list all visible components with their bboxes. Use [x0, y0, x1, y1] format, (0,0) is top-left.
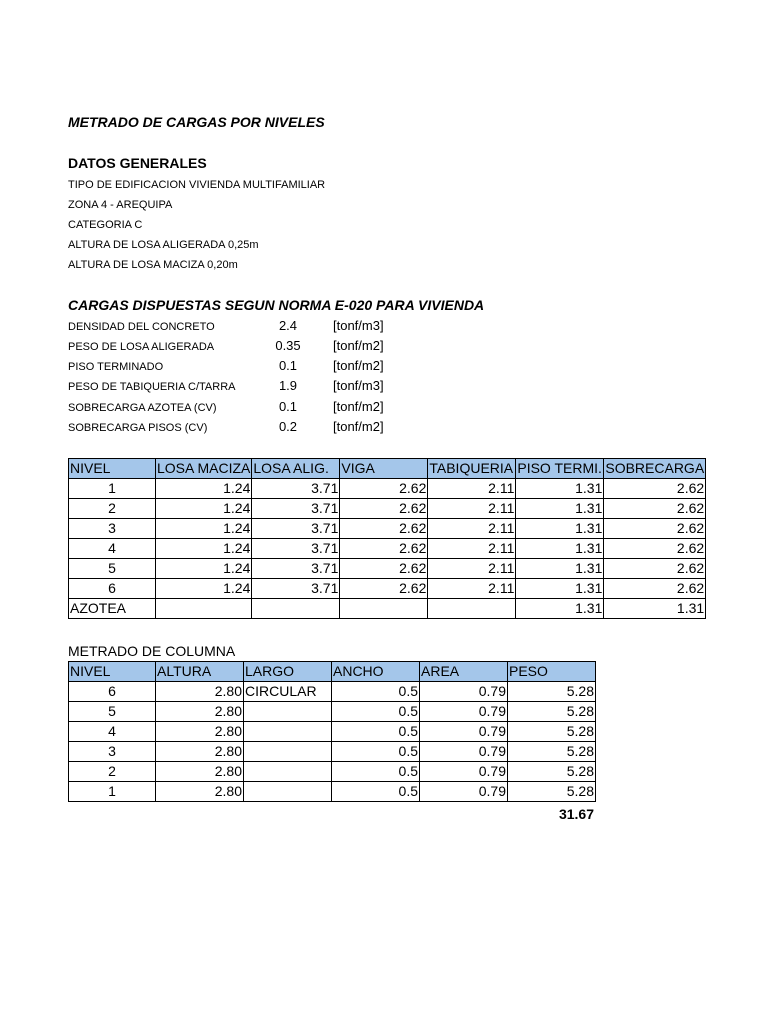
- carga-value: 0.1: [278, 399, 298, 414]
- column-header: NIVEL: [69, 662, 156, 682]
- value-cell: 2.62: [340, 579, 428, 599]
- value-cell: 3.71: [252, 539, 340, 559]
- value-cell: [156, 599, 252, 619]
- value-cell: 2.62: [340, 559, 428, 579]
- value-cell: 1.24: [156, 519, 252, 539]
- value-cell: 1.24: [156, 479, 252, 499]
- value-cell: 1.31: [516, 539, 604, 559]
- carga-value: 0.2: [278, 419, 298, 434]
- value-cell: [252, 599, 340, 619]
- value-cell: 0.79: [420, 682, 508, 702]
- niveles-header-row: [69, 459, 706, 479]
- table-row: [69, 702, 596, 722]
- value-cell: 2.62: [340, 539, 428, 559]
- value-cell: 1.24: [156, 559, 252, 579]
- column-header: LOSA MACIZA: [156, 459, 252, 479]
- carga-label: PESO DE LOSA ALIGERADA: [68, 341, 215, 353]
- datos-generales-line: ALTURA DE LOSA ALIGERADA 0,25m: [68, 239, 259, 251]
- value-cell: 2.80: [156, 742, 244, 762]
- carga-label: SOBRECARGA PISOS (CV): [68, 422, 208, 434]
- column-header: LARGO: [244, 662, 332, 682]
- value-cell: 2.11: [428, 539, 516, 559]
- column-header: PISO TERMI.: [516, 459, 604, 479]
- nivel-cell: AZOTEA: [69, 599, 156, 619]
- carga-unit: [tonf/m2]: [333, 399, 384, 414]
- value-cell: 2.62: [604, 499, 706, 519]
- carga-value: 0.35: [275, 338, 301, 353]
- value-cell: 0.5: [332, 742, 420, 762]
- value-cell: 2.62: [604, 519, 706, 539]
- column-header: ANCHO: [332, 662, 420, 682]
- columna-header-row: [69, 662, 596, 682]
- column-header: LOSA ALIG.: [252, 459, 340, 479]
- nivel-cell: 1: [69, 479, 156, 499]
- value-cell: 0.79: [420, 762, 508, 782]
- value-cell: [428, 599, 516, 619]
- table-row: [69, 559, 706, 579]
- carga-label: PESO DE TABIQUERIA C/TARRA: [68, 381, 236, 393]
- table-row: [69, 579, 706, 599]
- column-header: SOBRECARGA: [604, 459, 706, 479]
- table-row: [69, 539, 706, 559]
- value-cell: 2.62: [340, 479, 428, 499]
- table-row: [69, 599, 706, 619]
- carga-unit: [tonf/m2]: [333, 358, 384, 373]
- table-row: [69, 682, 596, 702]
- columna-total: 31.67: [558, 806, 594, 822]
- value-cell: 1.24: [156, 579, 252, 599]
- table-row: [69, 479, 706, 499]
- value-cell: 3.71: [252, 579, 340, 599]
- columna-table: [68, 661, 596, 802]
- carga-label: SOBRECARGA AZOTEA (CV): [68, 402, 217, 414]
- value-cell: 5.28: [508, 702, 596, 722]
- value-cell: [244, 702, 332, 722]
- value-cell: 2.11: [428, 559, 516, 579]
- metrado-columna-heading: METRADO DE COLUMNA: [68, 643, 236, 659]
- datos-generales-line: ZONA 4 - AREQUIPA: [68, 199, 173, 211]
- value-cell: 0.79: [420, 782, 508, 802]
- carga-label: PISO TERMINADO: [68, 361, 164, 373]
- value-cell: 0.5: [332, 722, 420, 742]
- value-cell: 2.11: [428, 579, 516, 599]
- value-cell: 2.11: [428, 499, 516, 519]
- value-cell: 5.28: [508, 762, 596, 782]
- page-title: METRADO DE CARGAS POR NIVELES: [68, 114, 325, 130]
- carga-unit: [tonf/m3]: [333, 318, 384, 333]
- value-cell: 2.62: [340, 519, 428, 539]
- value-cell: CIRCULAR: [244, 682, 332, 702]
- value-cell: 2.80: [156, 722, 244, 742]
- value-cell: 2.80: [156, 782, 244, 802]
- value-cell: 0.5: [332, 762, 420, 782]
- value-cell: 0.5: [332, 702, 420, 722]
- value-cell: 2.62: [340, 499, 428, 519]
- carga-label: DENSIDAD DEL CONCRETO: [68, 321, 215, 333]
- table-row: [69, 499, 706, 519]
- carga-unit: [tonf/m2]: [333, 419, 384, 434]
- value-cell: 2.62: [604, 559, 706, 579]
- value-cell: 1.31: [516, 519, 604, 539]
- datos-generales-heading: DATOS GENERALES: [68, 155, 207, 171]
- value-cell: 1.31: [516, 579, 604, 599]
- value-cell: 5.28: [508, 722, 596, 742]
- table-row: [69, 722, 596, 742]
- column-header: TABIQUERIA: [428, 459, 516, 479]
- value-cell: 2.62: [604, 539, 706, 559]
- value-cell: 1.31: [516, 559, 604, 579]
- value-cell: 1.24: [156, 499, 252, 519]
- carga-value: 0.1: [278, 358, 298, 373]
- value-cell: 1.31: [516, 499, 604, 519]
- nivel-cell: 6: [69, 682, 156, 702]
- cargas-heading: CARGAS DISPUESTAS SEGUN NORMA E-020 PARA VIVIENDA: [68, 297, 485, 313]
- value-cell: 1.31: [516, 479, 604, 499]
- carga-value: 2.4: [278, 318, 298, 333]
- column-header: VIGA: [340, 459, 428, 479]
- value-cell: 5.28: [508, 682, 596, 702]
- column-header: AREA: [420, 662, 508, 682]
- carga-unit: [tonf/m2]: [333, 338, 384, 353]
- table-row: [69, 519, 706, 539]
- value-cell: 0.79: [420, 722, 508, 742]
- value-cell: [244, 762, 332, 782]
- value-cell: 2.80: [156, 762, 244, 782]
- value-cell: 0.5: [332, 782, 420, 802]
- nivel-cell: 3: [69, 742, 156, 762]
- nivel-cell: 5: [69, 559, 156, 579]
- datos-generales-line: CATEGORIA C: [68, 219, 143, 231]
- value-cell: 3.71: [252, 499, 340, 519]
- column-header: PESO: [508, 662, 596, 682]
- value-cell: [340, 599, 428, 619]
- value-cell: 2.62: [604, 579, 706, 599]
- value-cell: 3.71: [252, 559, 340, 579]
- datos-generales-line: TIPO DE EDIFICACION VIVIENDA MULTIFAMILIAR: [68, 179, 326, 191]
- value-cell: [244, 722, 332, 742]
- datos-generales-line: ALTURA DE LOSA MACIZA 0,20m: [68, 259, 238, 271]
- nivel-cell: 5: [69, 702, 156, 722]
- value-cell: 2.11: [428, 479, 516, 499]
- value-cell: 5.28: [508, 782, 596, 802]
- table-row: [69, 762, 596, 782]
- nivel-cell: 2: [69, 499, 156, 519]
- carga-value: 1.9: [278, 378, 298, 393]
- nivel-cell: 2: [69, 762, 156, 782]
- value-cell: 1.31: [516, 599, 604, 619]
- value-cell: [244, 742, 332, 762]
- value-cell: 2.80: [156, 702, 244, 722]
- nivel-cell: 6: [69, 579, 156, 599]
- value-cell: 3.71: [252, 519, 340, 539]
- nivel-cell: 1: [69, 782, 156, 802]
- value-cell: 0.79: [420, 742, 508, 762]
- table-row: [69, 742, 596, 762]
- value-cell: 0.5: [332, 682, 420, 702]
- value-cell: 3.71: [252, 479, 340, 499]
- value-cell: 1.24: [156, 539, 252, 559]
- column-header: ALTURA: [156, 662, 244, 682]
- column-header: NIVEL: [69, 459, 156, 479]
- value-cell: 1.31: [604, 599, 706, 619]
- value-cell: [244, 782, 332, 802]
- nivel-cell: 4: [69, 539, 156, 559]
- value-cell: 0.79: [420, 702, 508, 722]
- value-cell: 5.28: [508, 742, 596, 762]
- carga-unit: [tonf/m3]: [333, 378, 384, 393]
- value-cell: 2.62: [604, 479, 706, 499]
- niveles-table: [68, 458, 706, 619]
- value-cell: 2.80: [156, 682, 244, 702]
- value-cell: 2.11: [428, 519, 516, 539]
- nivel-cell: 3: [69, 519, 156, 539]
- table-row: [69, 782, 596, 802]
- nivel-cell: 4: [69, 722, 156, 742]
